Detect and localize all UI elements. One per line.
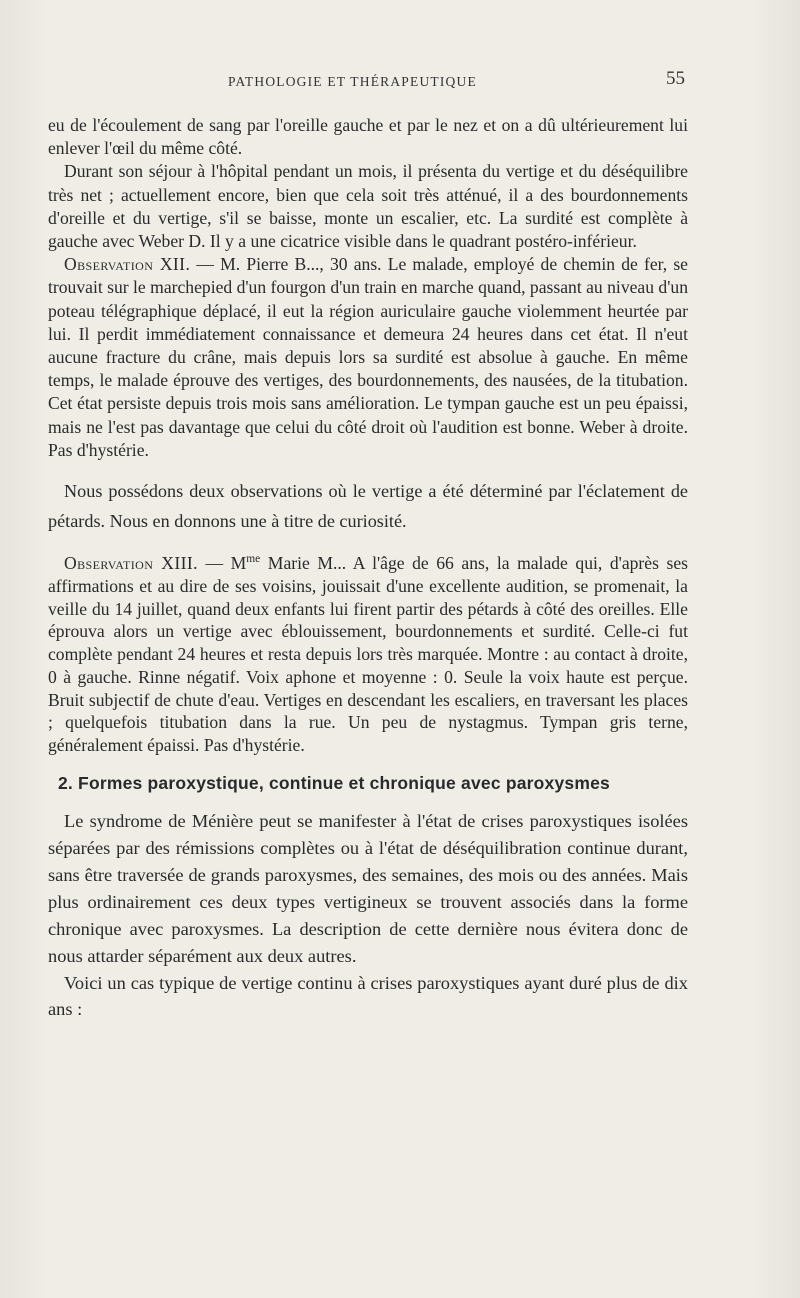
paragraph-hospital-stay: Durant son séjour à l'hôpital pendant un mois, il présenta du vertige et du déséquilibre très net ; actuellement encore, bien que cela soit très atténué, il a des bourdonnements d'oreille et du vertige, s'il se baisse, monte un escalier, etc. La surdité est complète à gauche avec Weber D. Il y a une cicatrice visible dans le quadrant postéro-inférieur. bbox=[48, 161, 688, 252]
page-number: 55 bbox=[666, 68, 685, 89]
running-head: PATHOLOGIE ET THÉRAPEUTIQUE bbox=[228, 74, 477, 89]
observation-xiii bbox=[48, 548, 688, 757]
page-content bbox=[48, 114, 688, 1023]
observation-xii-label: Observation XII. bbox=[64, 254, 191, 275]
section-heading: 2. Formes paroxystique, continue et chronique avec paroxysmes bbox=[58, 773, 610, 794]
observation-xiii-label: Observation XIII. bbox=[64, 552, 198, 573]
observation-xii-text: — M. Pierre B..., 30 ans. Le malade, employé de chemin de fer, se trouvait sur le marchepied d'un fourgon d'un train en marche quand, passant au niveau d'un poteau télégraphique déplacé, il eut la région auriculaire gauche violemment heurtée par lui. Il perdit immédiatement connaissance et demeura 24 heures dans cet état. Il n'eut aucune fracture du crâne, mais depuis lors sa surdité est absolue à gauche. En même temps, le malade éprouve des vertiges, des bourdonnements, des nausées, de la titubation. Cet état persiste depuis trois mois sans amélioration. Le tympan gauche est un peu épaissi, mais ne l'est pas davantage que celui du côté droit où l'audition est bonne. Weber à droite. Pas d'hystérie. bbox=[48, 254, 688, 460]
observation-xiii-superscript: me bbox=[246, 553, 261, 566]
page-header bbox=[60, 68, 685, 92]
paragraph-petards-intro: Nous possédons deux observations où le vertige a été déterminé par l'éclatement de pétards. Nous en donnons une à titre de curiosité. bbox=[48, 481, 688, 532]
observation-xii bbox=[48, 253, 688, 462]
paragraph-meniere-syndrome: Le syndrome de Ménière peut se manifester à l'état de crises paroxystiques isolées séparées par des rémissions complètes ou à l'état de déséquilibration continue durant, sans être traversée de grands paroxysmes, des semaines, des mois ou des années. Mais plus ordinairement ces deux types vertigineux se trouvent associés dans la forme chronique avec paroxysmes. La description de cette dernière nous évitera donc de nous attarder séparément aux deux autres. bbox=[48, 811, 688, 966]
observation-xiii-text: Marie M... A l'âge de 66 ans, la malade qui, d'après ses affirmations et au dire de ses voisins, jouissait d'une excellente audition, se promenait, la veille du 14 juillet, quand deux enfants lui firent partir des pétards à côté des oreilles. Elle éprouva alors un vertige avec éblouissement, bourdonnements et surdité. Celle-ci fut complète pendant 24 heures et resta depuis lors très marquée. Montre : au contact à droite, 0 à gauche. Rinne négatif. Voix aphone et moyenne : 0. Seule la voix haute est perçue. Bruit subjectif de chute d'eau. Vertiges en descendant les escaliers, en traversant les places ; quelquefois titubation dans la rue. Un peu de nystagmus. Tympan gris terne, généralement épaissi. Pas d'hystérie. bbox=[48, 552, 688, 756]
paragraph-continuation: eu de l'écoulement de sang par l'oreille gauche et par le nez et on a dû ultérieurement lui enlever l'œil du même côté. bbox=[48, 115, 688, 159]
paragraph-typical-case: Voici un cas typique de vertige continu à crises paroxystiques ayant duré plus de dix ans : bbox=[48, 972, 688, 1020]
observation-xiii-dash: — M bbox=[197, 552, 247, 573]
